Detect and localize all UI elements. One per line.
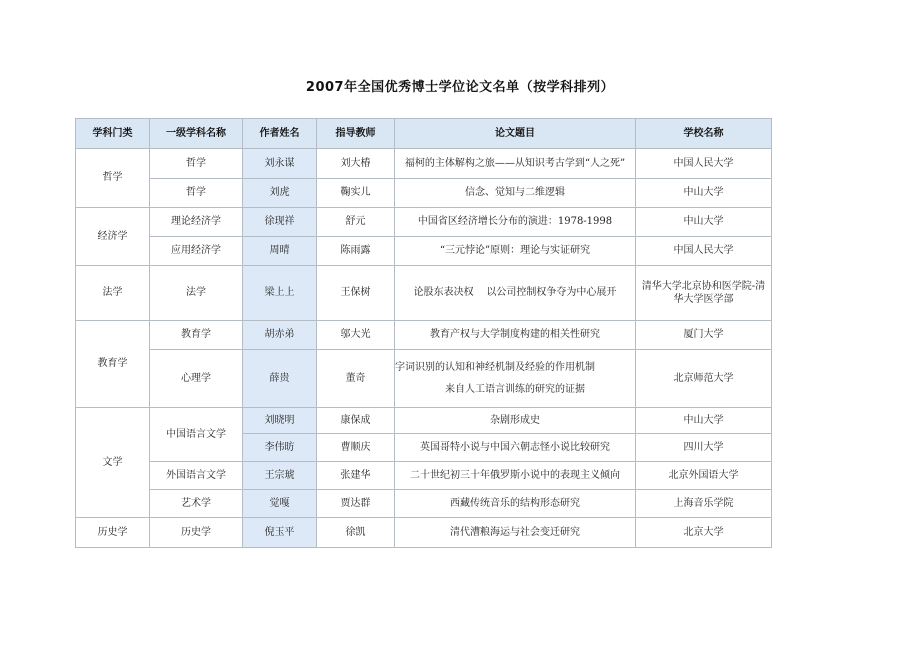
advisor-cell: 曹顺庆: [317, 434, 395, 462]
advisor-cell: 陈雨露: [317, 237, 395, 266]
thesis-cell: “三元悖论”原则：理论与实证研究: [395, 237, 636, 266]
school-cell: 厦门大学: [636, 321, 772, 350]
advisor-cell: 王保树: [317, 266, 395, 321]
author-cell: 李伟昉: [243, 434, 317, 462]
table-row: [76, 179, 772, 208]
school-cell: [636, 266, 772, 321]
subject-cell: 教育学: [150, 321, 243, 350]
header-first-level: 一级学科名称: [150, 119, 243, 149]
table-row: [76, 490, 772, 518]
subject-cell: 理论经济学: [150, 208, 243, 237]
advisor-cell: 舒元: [317, 208, 395, 237]
table-row: [76, 462, 772, 490]
school-cell: 北京外国语大学: [636, 462, 772, 490]
thesis-cell: [395, 350, 636, 408]
school-cell: 中山大学: [636, 179, 772, 208]
school-cell: 北京师范大学: [636, 350, 772, 408]
subject-cell: 中国语言文学: [150, 408, 243, 462]
school-line: 清华大学北京协和医学院-清: [641, 280, 766, 292]
author-cell: 刘永谋: [243, 149, 317, 179]
subject-cell: 法学: [150, 266, 243, 321]
table-row: [76, 518, 772, 548]
advisor-cell: 贾达群: [317, 490, 395, 518]
school-cell: 中山大学: [636, 408, 772, 434]
advisor-cell: 鞠实儿: [317, 179, 395, 208]
school-cell: 上海音乐学院: [636, 490, 772, 518]
subject-cell: 哲学: [150, 179, 243, 208]
school-cell: 中山大学: [636, 208, 772, 237]
discipline-cell: 教育学: [76, 321, 150, 408]
author-cell: 倪玉平: [243, 518, 317, 548]
thesis-line: 字词识别的认知和神经机制及经验的作用机制: [395, 362, 595, 373]
thesis-line: 来自人工语言训练的研究的证据: [445, 383, 585, 395]
advisor-cell: 董奇: [317, 350, 395, 408]
thesis-cell: 清代漕粮海运与社会变迁研究: [395, 518, 636, 548]
author-cell: 王宗琥: [243, 462, 317, 490]
subject-cell: 应用经济学: [150, 237, 243, 266]
discipline-cell: 历史学: [76, 518, 150, 548]
author-cell: 觉嘎: [243, 490, 317, 518]
discipline-cell: 哲学: [76, 149, 150, 208]
thesis-cell: 信念、觉知与二维逻辑: [395, 179, 636, 208]
header-advisor: 指导教师: [317, 119, 395, 149]
discipline-cell: 法学: [76, 266, 150, 321]
thesis-cell: 英国哥特小说与中国六朝志怪小说比较研究: [395, 434, 636, 462]
table-row: [76, 208, 772, 237]
thesis-cell: 论股东表决权 以公司控制权争夺为中心展开: [395, 266, 636, 321]
author-cell: 徐现祥: [243, 208, 317, 237]
table-row: [76, 149, 772, 179]
table-row: [76, 266, 772, 321]
advisor-cell: 张建华: [317, 462, 395, 490]
table-row: [76, 408, 772, 434]
author-cell: 刘虎: [243, 179, 317, 208]
thesis-list-table: [75, 118, 772, 548]
thesis-cell: 中国省区经济增长分布的演进：1978-1998: [395, 208, 636, 237]
subject-cell: 心理学: [150, 350, 243, 408]
discipline-cell: 经济学: [76, 208, 150, 266]
school-cell: 中国人民大学: [636, 149, 772, 179]
author-cell: 胡赤弟: [243, 321, 317, 350]
header-discipline: 学科门类: [76, 119, 150, 149]
school-cell: 北京大学: [636, 518, 772, 548]
subject-cell: 外国语言文学: [150, 462, 243, 490]
advisor-cell: 徐凯: [317, 518, 395, 548]
author-cell: 刘晓明: [243, 408, 317, 434]
thesis-cell: 教育产权与大学制度构建的相关性研究: [395, 321, 636, 350]
subject-cell: 哲学: [150, 149, 243, 179]
thesis-cell: 二十世纪初三十年俄罗斯小说中的表现主义倾向: [395, 462, 636, 490]
table-row: [76, 321, 772, 350]
school-cell: 四川大学: [636, 434, 772, 462]
advisor-cell: 刘大椿: [317, 149, 395, 179]
subject-cell: 艺术学: [150, 490, 243, 518]
advisor-cell: 康保成: [317, 408, 395, 434]
school-line: 华大学医学部: [673, 294, 734, 305]
table-row: [76, 237, 772, 266]
author-cell: 周晴: [243, 237, 317, 266]
thesis-cell: 西藏传统音乐的结构形态研究: [395, 490, 636, 518]
header-author: 作者姓名: [243, 119, 317, 149]
advisor-cell: 邬大光: [317, 321, 395, 350]
header-school: 学校名称: [636, 119, 772, 149]
discipline-cell: 文学: [76, 408, 150, 518]
table-header-row: [76, 119, 772, 149]
table-row: [76, 350, 772, 408]
school-cell: 中国人民大学: [636, 237, 772, 266]
subject-cell: 历史学: [150, 518, 243, 548]
author-cell: 梁上上: [243, 266, 317, 321]
thesis-cell: 杂剧形成史: [395, 408, 636, 434]
thesis-cell: 福柯的主体解构之旅——从知识考古学到“人之死”: [395, 149, 636, 179]
header-thesis: 论文题目: [395, 119, 636, 149]
document-title: 2007年全国优秀博士学位论文名单（按学科排列）: [305, 80, 615, 95]
author-cell: 薛贵: [243, 350, 317, 408]
